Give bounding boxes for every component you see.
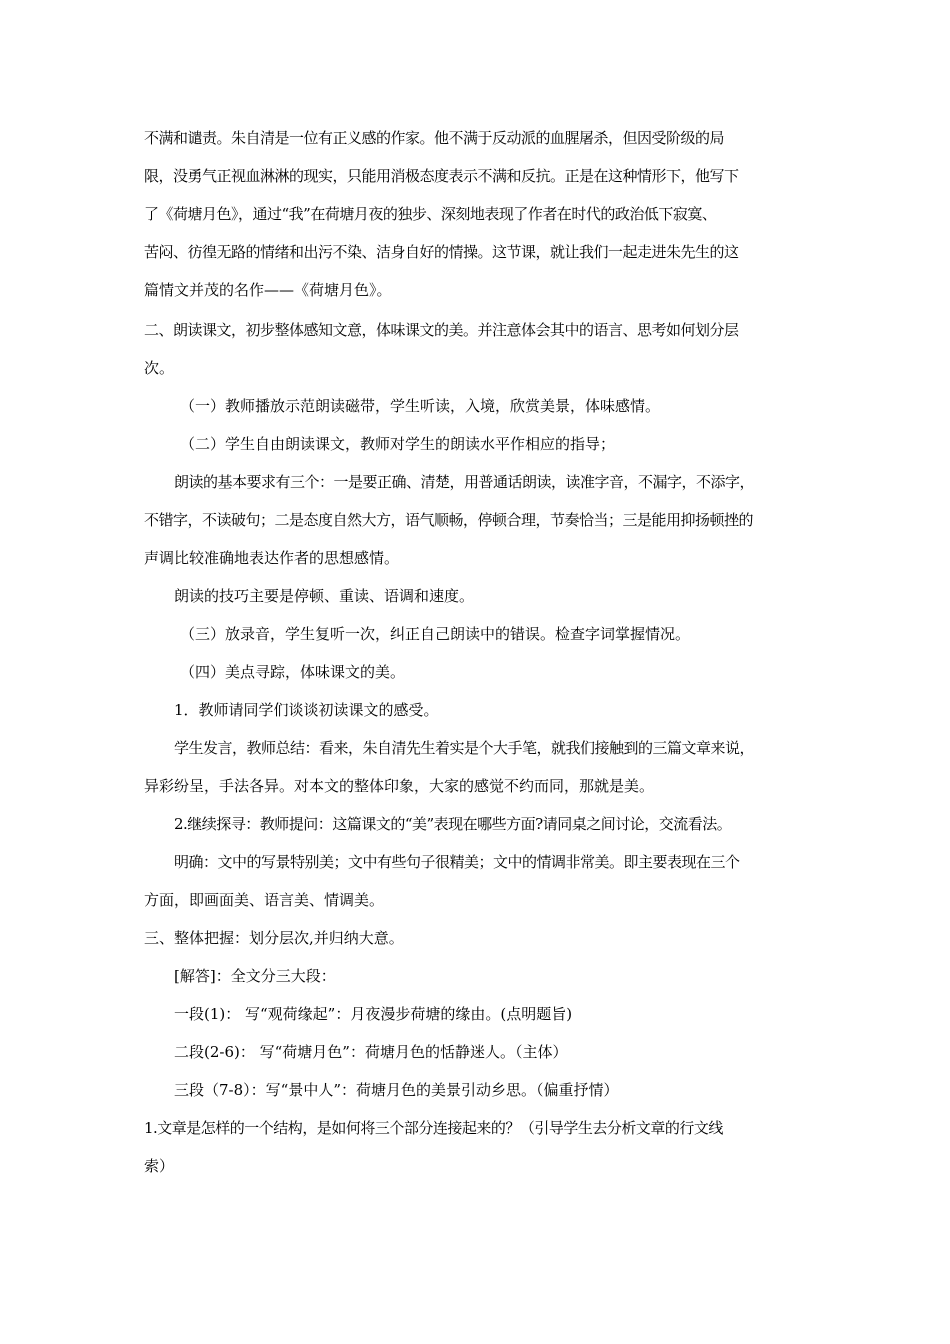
paragraph-line: 异彩纷呈，手法各异。对本文的整体印象，大家的感觉不约而同，那就是美。 (144, 777, 655, 795)
paragraph-line: 限，没勇气正视血淋淋的现实，只能用消极态度表示不满和反抗。正是在这种情形下，他写下 (144, 167, 739, 185)
list-item: 1．教师请同学们谈谈初读课文的感受。 (174, 701, 439, 719)
paragraph-line: 不错字，不读破句；二是态度自然大方，语气顺畅，停顿合理，节奏恰当；三是能用抑扬顿挫的 (144, 511, 754, 529)
paragraph-line: 篇情文并茂的名作——《荷塘月色》。 (144, 281, 392, 299)
list-item: （三）放录音，学生复听一次，纠正自己朗读中的错误。检查字词掌握情况。 (180, 625, 691, 643)
paragraph-line: 了《荷塘月色》，通过“我”在荷塘月夜的独步、深刻地表现了作者在时代的政治低下寂寞、 (144, 205, 717, 223)
paragraph-line: 声调比较准确地表达作者的思想感情。 (144, 549, 400, 567)
paragraph-line: 不满和谴责。朱自清是一位有正义感的作家。他不满于反动派的血腥屠杀，但因受阶级的局 (144, 129, 725, 147)
paragraph-line: 明确：文中的写景特别美；文中有些句子很精美；文中的情调非常美。即主要表现在三个 (174, 853, 740, 871)
list-item: （四）美点寻踪，体味课文的美。 (180, 663, 406, 681)
paragraph-line: [解答]：全文分三大段： (174, 967, 336, 985)
list-item: 二段(2-6)： 写“荷塘月色”：荷塘月色的恬静迷人。（主体） (174, 1043, 568, 1061)
paragraph-line: 苦闷、彷徨无路的情绪和出污不染、洁身自好的情操。这节课，就让我们一起走进朱先生的这 (144, 243, 739, 261)
paragraph-line: 1.文章是怎样的一个结构，是如何将三个部分连接起来的？（引导学生去分析文章的行文线 (144, 1119, 723, 1137)
paragraph-line: 朗读的基本要求有三个：一是要正确、清楚，用普通话朗读，读准字音，不漏字，不添字， (174, 473, 755, 491)
section-heading: 二、朗读课文，初步整体感知文意，体味课文的美。并注意体会其中的语言、思考如何划分层 (144, 321, 739, 339)
list-item: （二）学生自由朗读课文，教师对学生的朗读水平作相应的指导； (180, 435, 616, 453)
paragraph-line: 索） (144, 1157, 175, 1175)
paragraph-line: 学生发言，教师总结：看来，朱自清先生着实是个大手笔，就我们接触到的三篇文章来说， (174, 739, 755, 757)
list-item: （一）教师播放示范朗读磁带，学生听读，入境，欣赏美景，体味感情。 (180, 397, 661, 415)
list-item: 一段(1)： 写“观荷缘起”：月夜漫步荷塘的缘由。(点明题旨) (174, 1005, 573, 1023)
paragraph-line: 方面，即画面美、语言美、情调美。 (144, 891, 385, 909)
list-item: 2.继续探寻：教师提问：这篇课文的“美”表现在哪些方面?请同桌之间讨论，交流看法。 (174, 815, 732, 833)
list-item: 三段（7-8）：写“景中人”：荷塘月色的美景引动乡思。（偏重抒情） (174, 1081, 619, 1099)
paragraph-line: 朗读的技巧主要是停顿、重读、语调和速度。 (174, 587, 475, 605)
paragraph-line: 次。 (144, 359, 175, 377)
section-heading: 三、整体把握：划分层次,并归纳大意。 (144, 929, 404, 947)
